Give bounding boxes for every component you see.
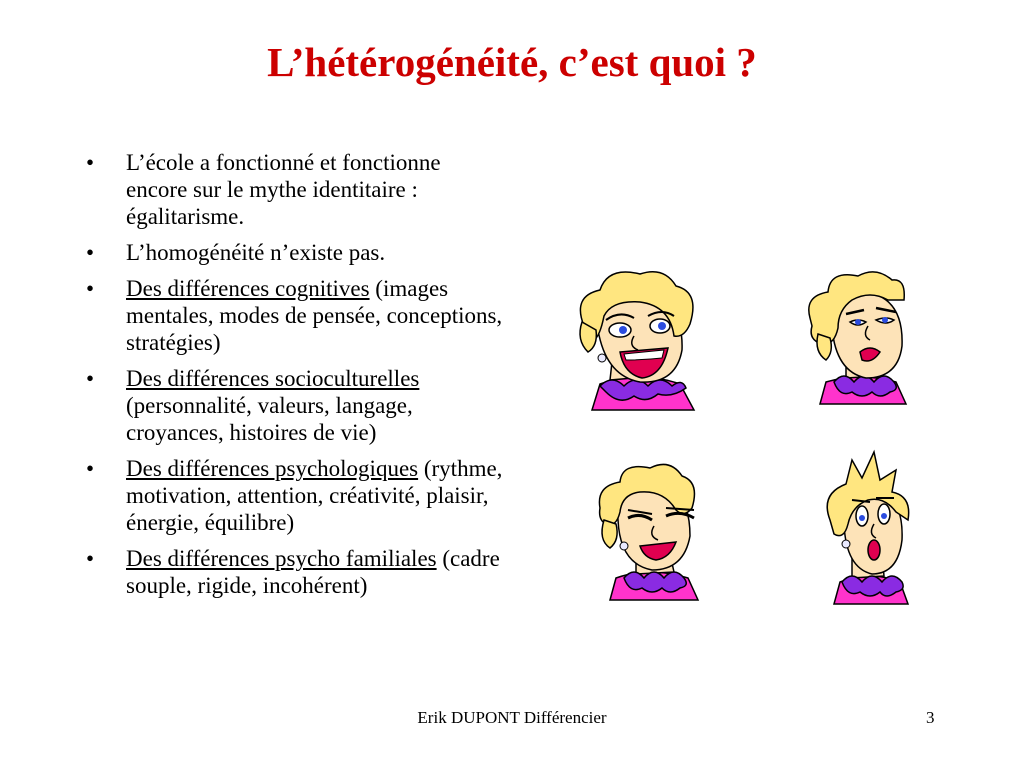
bullet-underlined-heading: Des différences psychologiques <box>126 456 419 481</box>
bullet-item <box>86 149 506 230</box>
footer-author: Erik DUPONT Différencier <box>417 708 607 727</box>
bullet-list <box>86 149 506 608</box>
bullet-text: L’homogénéité n’existe pas. <box>126 240 386 265</box>
bullet-underlined-heading: Des différences socioculturelles <box>126 366 420 391</box>
disgusted-woman-face <box>809 272 906 404</box>
winking-woman-face <box>599 464 698 600</box>
bullet-dot: • <box>86 240 95 265</box>
bullet-underlined-heading: Des différences psycho familiales <box>126 546 437 571</box>
bullet-dot: • <box>86 366 95 391</box>
bullet-text: L’école a fonctionné et fonctionne encore sur le mythe identitaire : égalitarisme. <box>126 150 441 229</box>
bullet-item <box>86 275 506 356</box>
surprised-woman-face <box>827 452 908 604</box>
bullet-item <box>86 365 506 446</box>
bullet-item <box>86 455 506 536</box>
bullet-item <box>86 545 506 599</box>
bullet-dot: • <box>86 546 95 571</box>
bullet-dot: • <box>86 150 95 175</box>
bullet-underlined-heading: Des différences cognitives <box>126 276 370 301</box>
bullet-text: (personnalité, valeurs, langage, croyances, histoires de vie) <box>126 393 413 445</box>
bullet-text: (cadre souple, rigide, incohérent) <box>126 546 500 598</box>
bullet-item <box>86 239 506 266</box>
page-number: 3 <box>926 708 935 727</box>
slide-title: L’hétérogénéité, c’est quoi ? <box>267 39 757 85</box>
bullet-text: (rythme, motivation, attention, créativité, plaisir, énergie, équilibre) <box>126 456 503 535</box>
bullet-dot: • <box>86 456 95 481</box>
bullet-dot: • <box>86 276 95 301</box>
laughing-woman-face <box>580 272 694 410</box>
bullet-text: (images mentales, modes de pensée, conceptions, stratégies) <box>126 276 503 355</box>
